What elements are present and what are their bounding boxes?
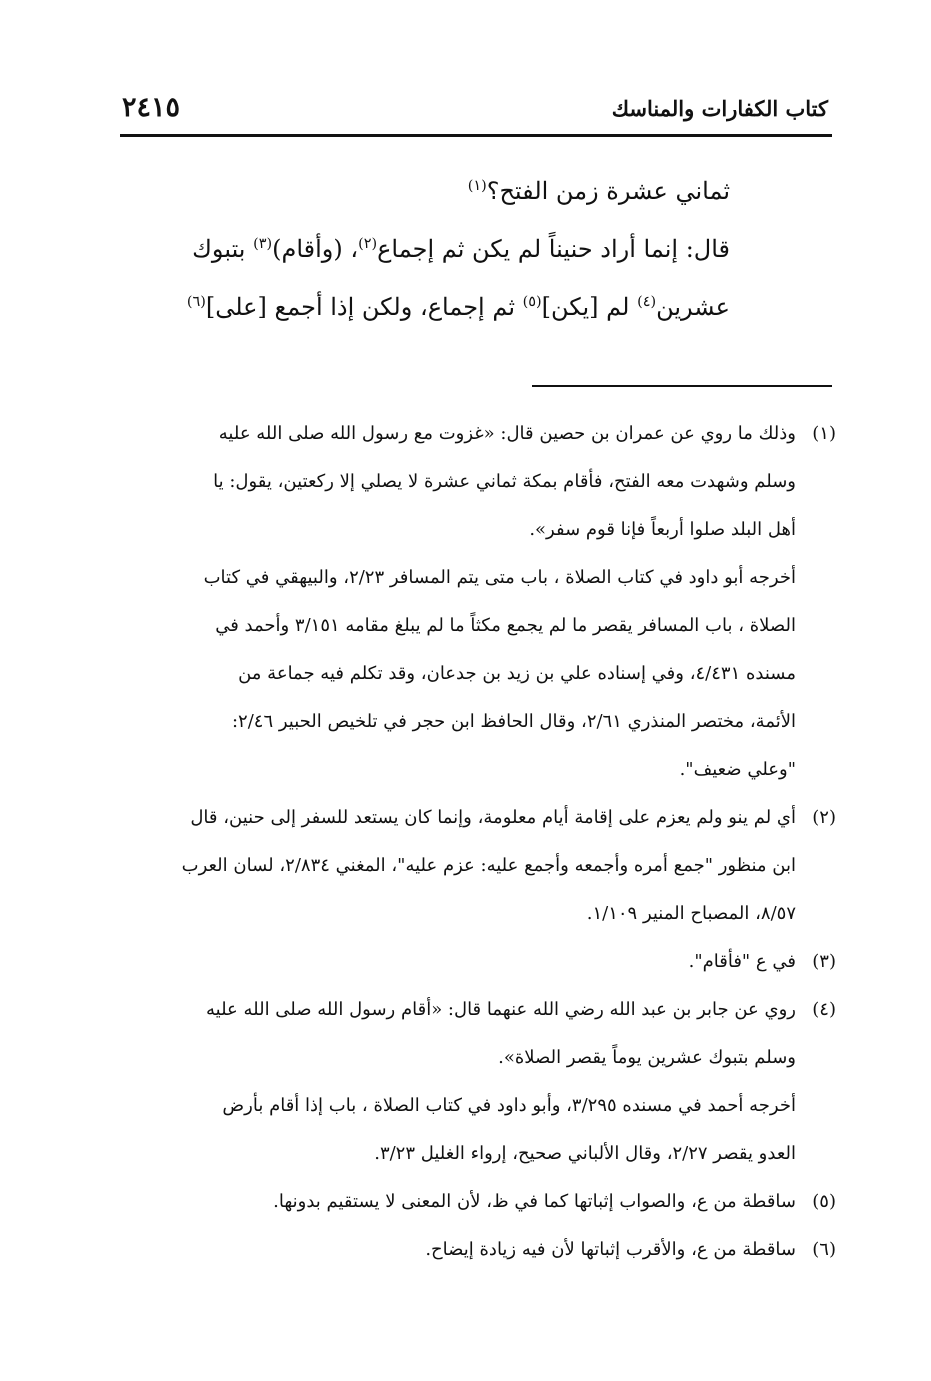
footnote (118, 410, 836, 554)
footnote-line: العدو يقصر ٢/٢٧، وقال الألباني صحيح، إرواء الغليل ٣/٢٣. (374, 1143, 796, 1164)
footnote (118, 1226, 836, 1274)
footnote-line: "وعلي ضعيف". (679, 759, 796, 780)
main-line (118, 220, 730, 278)
footnote (118, 938, 836, 986)
footnote-number: (٥) (812, 1191, 836, 1212)
main-text (118, 162, 730, 336)
footnote-line: ساقطة من ع، والصواب إثباتها كما في ظ، لأن المعنى لا يستقيم بدونها. (273, 1191, 796, 1212)
footnotes (118, 410, 836, 1274)
footnote-line: الأئمة، مختصر المنذري ٢/٦١، وقال الحافظ ابن حجر في تلخيص الحبير ٢/٤٦: (231, 711, 796, 732)
header-rule (120, 134, 832, 137)
footnote-number: (١) (812, 423, 836, 444)
footnote (118, 554, 836, 794)
footnote-number: (٢) (812, 807, 836, 828)
footnote-line: ابن منظور "جمع أمره وأجمعه وأجمع عليه: عزم عليه"، المغني ٢/٨٣٤، لسان العرب (181, 855, 796, 876)
footnote (118, 794, 836, 938)
footnote-number: (٣) (812, 951, 836, 972)
page-header (120, 92, 830, 132)
footnote-line: الصلاة ، باب المسافر يقصر ما لم يجمع مكثاً ما لم يبلغ مقامه ٣/١٥١ وأحمد في (215, 615, 796, 636)
footnote-line: أخرجه أحمد في مسنده ٣/٢٩٥، وأبو داود في كتاب الصلاة ، باب إذا أقام بأرض (222, 1095, 796, 1116)
footnote-ref: (١) (467, 178, 487, 194)
footnote (118, 1178, 836, 1226)
main-line-text: عشرين (656, 293, 730, 321)
main-line-text: لم [يكن] (541, 293, 638, 321)
footnote-line: روي عن جابر بن عبد الله رضي الله عنهما قال: «أقام رسول الله صلى الله عليه (205, 999, 796, 1020)
footnote-separator (532, 385, 832, 387)
main-line-text: قال: إنما أراد حنيناً لم يكن ثم إجماع (377, 235, 730, 263)
main-line-text: بتبوك (192, 235, 254, 263)
footnote (118, 986, 836, 1082)
footnote-line: وذلك ما روي عن عمران بن حصين قال: «غزوت مع رسول الله صلى الله عليه (218, 423, 796, 444)
footnote-line: ٨/٥٧، المصباح المنير ١/١٠٩. (586, 903, 796, 924)
footnote-number: (٦) (812, 1239, 836, 1260)
main-line (118, 162, 730, 220)
footnote-line: أخرجه أبو داود في كتاب الصلاة ، باب متى يتم المسافر ٢/٢٣، والبيهقي في كتاب (203, 567, 796, 588)
footnote-line: ساقطة من ع، والأقرب إثباتها لأن فيه زيادة إيضاح. (425, 1239, 796, 1260)
main-line-text: ، (وأقام) (272, 235, 359, 263)
footnote-line: أهل البلد صلوا أربعاً فإنا قوم سفر». (529, 519, 796, 540)
footnote-ref: (٣) (253, 236, 273, 252)
footnote-line: وسلم بتبوك عشرين يوماً يقصر الصلاة». (498, 1047, 796, 1068)
footnote-ref: (٢) (358, 236, 378, 252)
running-title: كتاب الكفارات والمناسك (611, 96, 828, 121)
main-line (118, 278, 730, 336)
footnote-line: وسلم وشهدت معه الفتح، فأقام بمكة ثماني عشرة لا يصلي إلا ركعتين، يقول: يا (213, 471, 796, 492)
main-line-text: ثماني عشرة زمن الفتح؟ (486, 177, 730, 205)
footnote-line: أي لم ينو ولم يعزم على إقامة أيام معلومة، وإنما كان يستعد للسفر إلى حنين، قال (190, 807, 796, 828)
page-number: ٢٤١٥ (122, 92, 181, 123)
footnote-ref: (٦) (186, 294, 206, 310)
main-line-text: ثم إجماع، ولكن إذا أجمع [على] (205, 293, 523, 321)
footnote-ref: (٥) (522, 294, 542, 310)
footnote-number: (٤) (812, 999, 836, 1020)
footnote-line: مسنده ٤/٤٣١، وفي إسناده علي بن زيد بن جدعان، وقد تكلم فيه جماعة من (238, 663, 796, 684)
footnote-line: في ع "فأقام". (688, 951, 796, 972)
footnote-ref: (٤) (637, 294, 657, 310)
footnote (118, 1082, 836, 1178)
